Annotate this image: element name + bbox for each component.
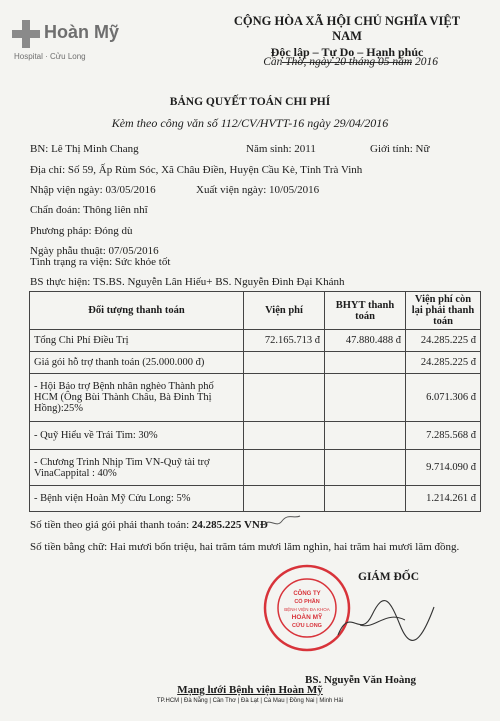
row-subject: Giá gói hỗ trợ thanh toán (25.000.000 đ) <box>30 352 244 374</box>
svg-text:HOÀN MỸ: HOÀN MỸ <box>291 614 323 621</box>
row-remaining: 6.071.306 đ <box>406 374 481 422</box>
footer-title: Mạng lưới Bệnh viện Hoàn Mỹ <box>177 684 323 696</box>
package-total-label: Số tiền theo giá gói phải thanh toán: <box>30 519 192 531</box>
row-subject: Tổng Chi Phí Điều Trị <box>30 330 244 352</box>
row-insurance: 47.880.488 đ <box>325 330 406 352</box>
document-title: BẢNG QUYẾT TOÁN CHI PHÍ <box>169 96 331 108</box>
table-header-row <box>30 292 481 330</box>
patient-gender: Giới tính: Nữ <box>370 143 430 155</box>
col-header-fee: Viện phí <box>244 292 325 330</box>
logo-name: Hoàn Mỹ <box>44 22 120 42</box>
row-insurance <box>325 352 406 374</box>
cross-icon <box>12 20 40 48</box>
col-header-subject: Đối tượng thanh toán <box>30 292 244 330</box>
row-remaining: 24.285.225 đ <box>406 352 481 374</box>
row-insurance <box>325 374 406 422</box>
package-total <box>30 519 268 531</box>
signature-name: BS. Nguyễn Văn Hoàng <box>305 674 417 686</box>
discharge-status: Tình trạng ra viện: Sức khỏe tốt <box>30 256 171 268</box>
doctor: BS thực hiện: TS.BS. Nguyễn Lân Hiếu+ BS. Nguyễn Đình Đại Khánh <box>30 276 345 288</box>
document-date: Cần Thơ, ngày 20 tháng 05 năm 2016 <box>263 56 438 68</box>
row-fee <box>244 352 325 374</box>
row-remaining: 9.714.090 đ <box>406 450 481 486</box>
logo-sub: Hospital · Cửu Long <box>14 52 86 61</box>
row-subject: - Chương Trình Nhịp Tim VN-Quỹ tài trợ VinaCappital : 40% <box>30 450 244 486</box>
method: Phương pháp: Đóng dù <box>30 225 133 237</box>
cost-table <box>29 291 481 512</box>
row-fee <box>244 486 325 512</box>
svg-text:CỬU LONG: CỬU LONG <box>292 623 322 629</box>
patient-name: BN: Lê Thị Minh Chang <box>30 143 139 155</box>
table-row <box>30 352 481 374</box>
signature-scribble <box>330 595 440 650</box>
patient-address: Địa chỉ: Số 59, Ấp Rùm Sóc, Xã Châu Điền, Huyện Cầu Kè, Tỉnh Trà Vinh <box>30 164 363 176</box>
hospital-logo <box>12 18 132 68</box>
row-subject: - Hội Bảo trợ Bệnh nhân nghèo Thành phố HCM (Ông Bùi Thành Châu, Bà Đinh Thị Hồng):25% <box>30 374 244 422</box>
row-subject: - Bệnh viện Hoàn Mỹ Cửu Long: 5% <box>30 486 244 512</box>
row-insurance <box>325 450 406 486</box>
amount-in-words: Số tiền bằng chữ: Hai mươi bốn triệu, hai trăm tám mươi lăm nghìn, hai trăm hai mươi lăm đồng. <box>30 541 460 553</box>
row-remaining: 7.285.568 đ <box>406 422 481 450</box>
row-remaining: 1.214.261 đ <box>406 486 481 512</box>
diagnosis: Chẩn đoán: Thông liên nhĩ <box>30 204 148 216</box>
surgery-date: Ngày phẫu thuật: 07/05/2016 <box>30 245 159 257</box>
national-line2: Độc lập – Tự Do – Hạnh phúc <box>270 45 424 59</box>
row-fee <box>244 374 325 422</box>
col-header-insurance: BHYT thanh toán <box>325 292 406 330</box>
table-row <box>30 374 481 422</box>
handwritten-mark <box>262 513 302 531</box>
row-remaining: 24.285.225 đ <box>406 330 481 352</box>
patient-birth: Năm sinh: 2011 <box>246 143 316 155</box>
table-row <box>30 422 481 450</box>
signature-title: GIÁM ĐỐC <box>358 571 420 583</box>
package-total-amount: 24.285.225 VNĐ <box>191 519 268 531</box>
svg-text:BỆNH VIỆN ĐA KHOA: BỆNH VIỆN ĐA KHOA <box>284 607 330 612</box>
table-row <box>30 450 481 486</box>
row-fee <box>244 450 325 486</box>
row-subject: - Quỹ Hiểu về Trái Tim: 30% <box>30 422 244 450</box>
document-subtitle: Kèm theo công văn số 112/CV/HVTT-16 ngày 29/04/2016 <box>111 116 389 130</box>
table-row <box>30 330 481 352</box>
col-header-remaining: Viện phí còn lại phải thanh toán <box>406 292 481 330</box>
national-line1: CỘNG HÒA XÃ HỘI CHỦ NGHĨA VIỆT NAM <box>233 14 461 43</box>
table-row <box>30 486 481 512</box>
row-fee: 72.165.713 đ <box>244 330 325 352</box>
footer-cities: TP.HCM | Đà Nẵng | Cần Thơ | Đà Lạt | Cà Mau | Đồng Nai | Minh Hải <box>156 698 344 704</box>
row-insurance <box>325 486 406 512</box>
row-fee <box>244 422 325 450</box>
footer <box>0 684 500 704</box>
row-insurance <box>325 422 406 450</box>
admit-date: Nhập viện ngày: 03/05/2016 <box>30 184 156 196</box>
discharge-date: Xuất viện ngày: 10/05/2016 <box>196 184 320 196</box>
svg-text:CÔNG TY: CÔNG TY <box>293 591 321 597</box>
svg-text:CỔ PHẦN: CỔ PHẦN <box>294 599 320 605</box>
